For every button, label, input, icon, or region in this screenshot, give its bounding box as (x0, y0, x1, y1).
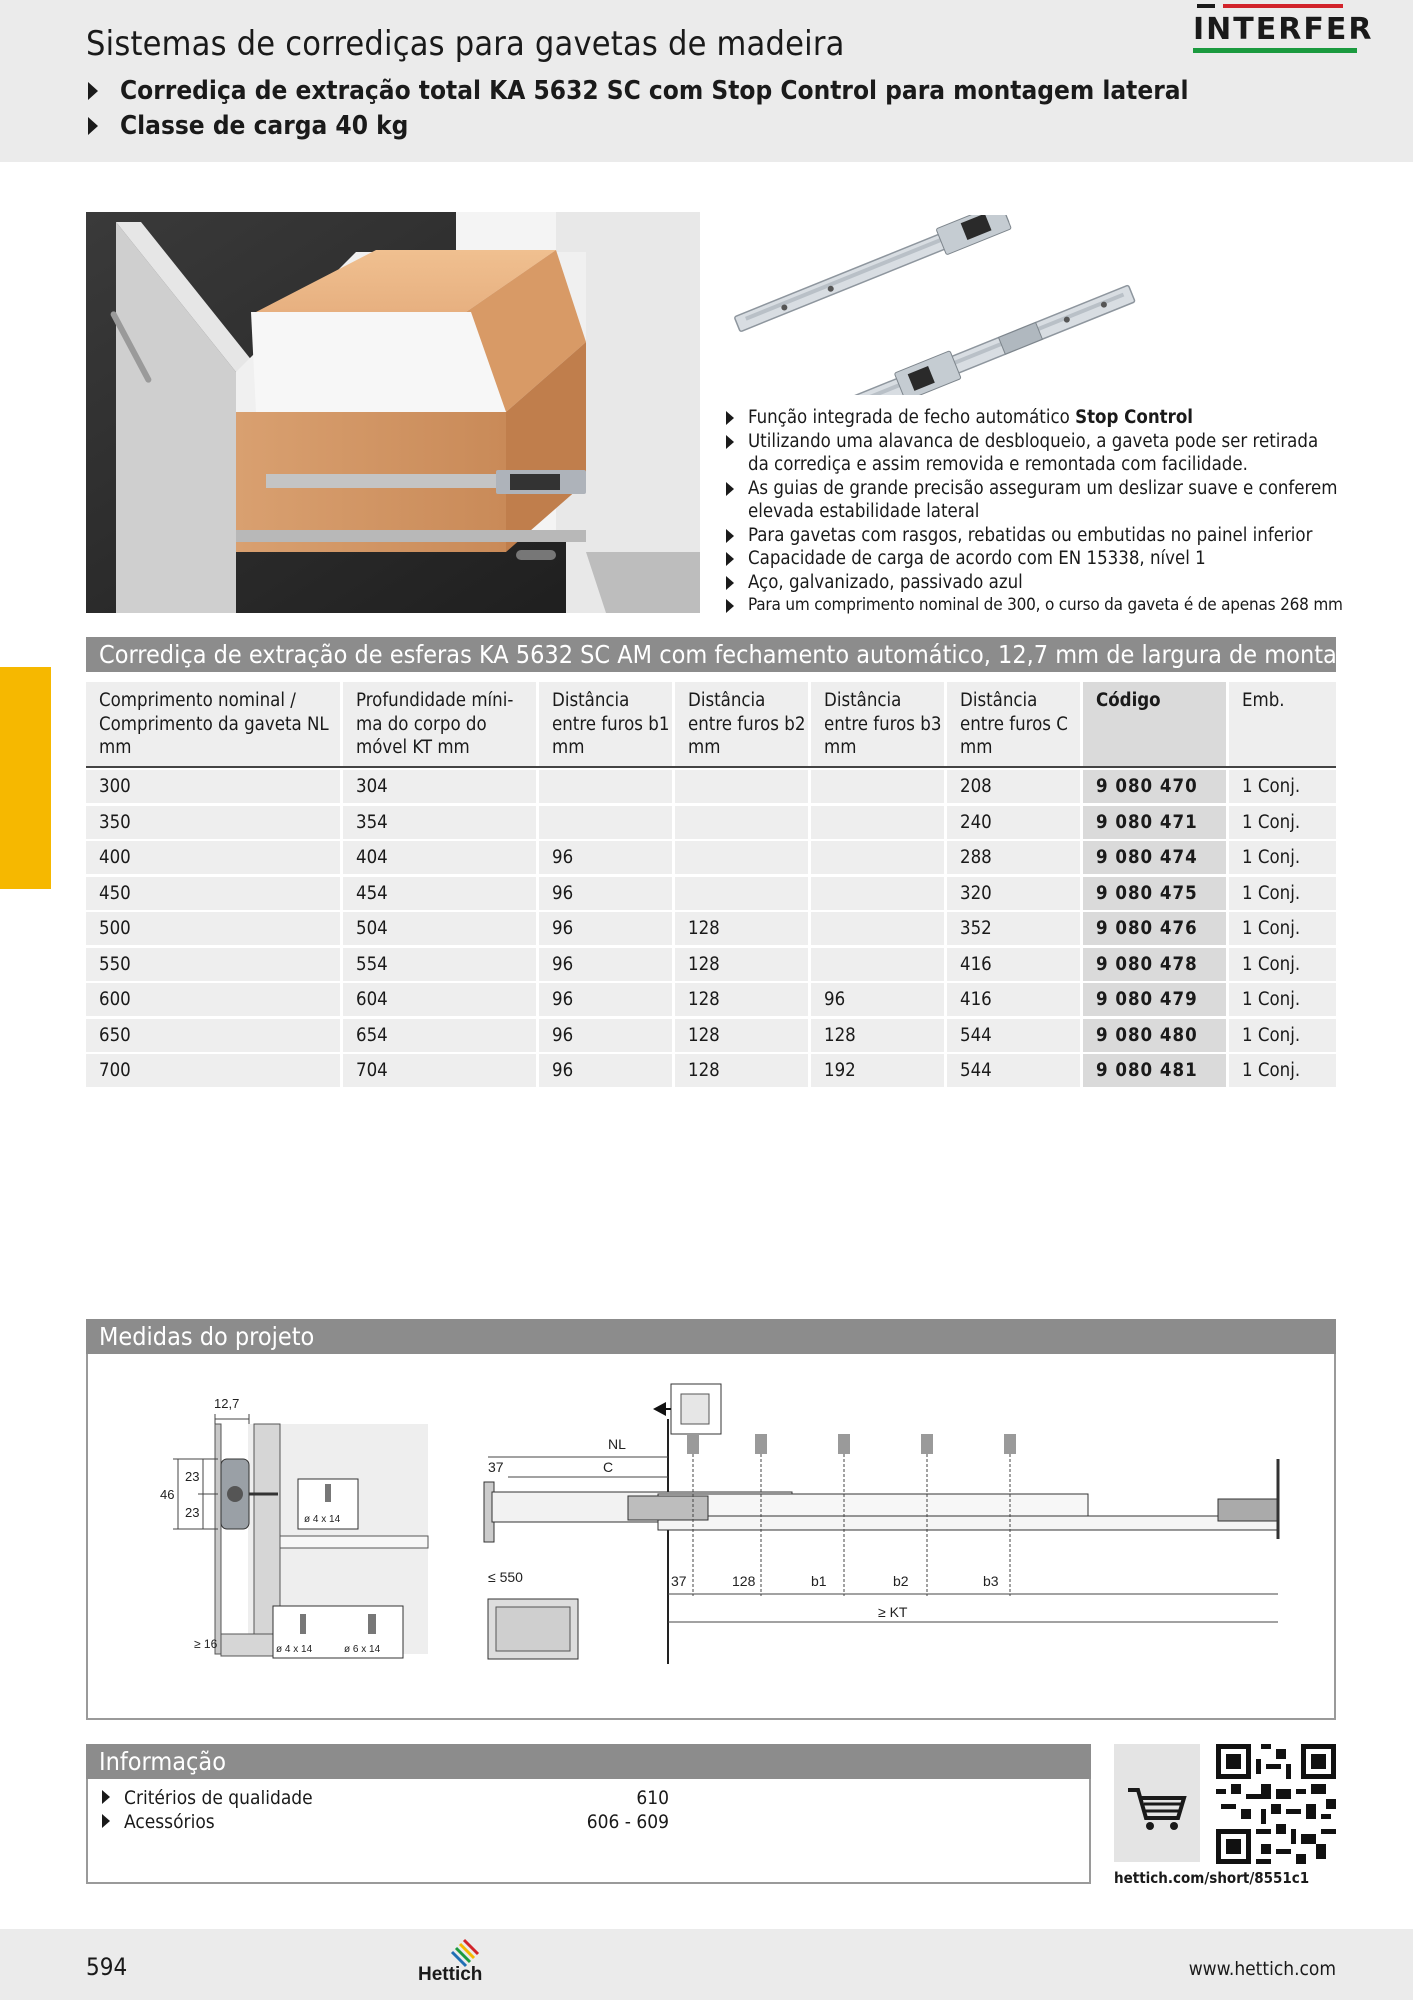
label-b1: b1 (811, 1573, 827, 1589)
cell-b2: 128 (675, 1019, 808, 1052)
label-nl: NL (608, 1436, 626, 1452)
label-128: 128 (732, 1573, 756, 1589)
info-item-accessories-page: 606 - 609 (586, 1811, 669, 1833)
cell-nl: 400 (86, 841, 340, 874)
arrow-right-icon (88, 117, 98, 135)
feature-list (723, 406, 1343, 618)
interfer-logo (1193, 4, 1374, 54)
project-title-bar: Medidas do projeto (86, 1319, 1336, 1354)
cell-pack: 1 Conj. (1229, 948, 1336, 981)
cell-b1 (539, 770, 672, 803)
table-body (86, 770, 1336, 1090)
cell-b1: 96 (539, 1054, 672, 1087)
info-item-accessories[interactable]: Acessórios (102, 1811, 215, 1833)
table-row (86, 877, 1336, 913)
cross-section-diagram (118, 1384, 438, 1684)
cell-nl: 300 (86, 770, 340, 803)
label-c: C (603, 1459, 614, 1475)
label-127: 12,7 (214, 1396, 240, 1411)
feature-item: Para um comprimento nominal de 300, o curso da gaveta é de apenas 268 mm (723, 594, 1343, 618)
shopping-cart-icon[interactable] (1114, 1744, 1200, 1862)
info-title-bar: Informação (86, 1744, 1091, 1779)
info-box (86, 1779, 1091, 1884)
cell-code: 9 080 470 (1083, 770, 1226, 803)
cell-code: 9 080 480 (1083, 1019, 1226, 1052)
cell-c: 416 (947, 948, 1080, 981)
hettich-logo (416, 1936, 506, 1984)
cell-pack: 1 Conj. (1229, 806, 1336, 839)
cell-nl: 550 (86, 948, 340, 981)
table-row (86, 806, 1336, 842)
cell-b3 (811, 877, 944, 910)
cell-b2 (675, 770, 808, 803)
col-header-code: Código (1083, 682, 1226, 766)
cell-code: 9 080 476 (1083, 912, 1226, 945)
cell-b2: 128 (675, 983, 808, 1016)
project-drawing (86, 1354, 1336, 1720)
cell-kt: 354 (343, 806, 536, 839)
cell-kt: 504 (343, 912, 536, 945)
label-46: 46 (160, 1487, 175, 1502)
cell-b3: 192 (811, 1054, 944, 1087)
cell-b1 (539, 806, 672, 839)
logo-green-bar (1193, 48, 1357, 53)
drawer-photo (86, 212, 700, 613)
subtitle-product (88, 76, 1189, 106)
cell-b3 (811, 912, 944, 945)
cell-b3 (811, 841, 944, 874)
table-row (86, 770, 1336, 806)
cell-pack: 1 Conj. (1229, 1019, 1336, 1052)
subtitle-load-class-text: Classe de carga 40 kg (120, 111, 409, 141)
page-number: 594 (86, 1953, 128, 1981)
cell-pack: 1 Conj. (1229, 1054, 1336, 1087)
info-item-quality-page: 610 (636, 1787, 669, 1809)
label-screw-2: ø 4 x 14 (276, 1644, 313, 1655)
side-elevation-diagram (478, 1364, 1318, 1684)
cell-b1: 96 (539, 912, 672, 945)
chapter-tab (0, 667, 51, 889)
cell-b3 (811, 770, 944, 803)
col-header-pack: Emb. (1229, 682, 1336, 766)
info-item-quality[interactable]: Critérios de qualidade (102, 1787, 313, 1809)
brand-text: Hettich (418, 1964, 483, 1984)
cell-nl: 500 (86, 912, 340, 945)
cell-code: 9 080 475 (1083, 877, 1226, 910)
cell-c: 288 (947, 841, 1080, 874)
cell-b2 (675, 806, 808, 839)
label-b2: b2 (893, 1573, 909, 1589)
label-le550: ≤ 550 (488, 1569, 523, 1585)
cell-b1: 96 (539, 841, 672, 874)
short-url-link[interactable]: hettich.com/short/8551c1 (1114, 1869, 1310, 1887)
website-link[interactable]: www.hettich.com (1188, 1958, 1336, 1980)
arrow-right-icon (102, 1790, 110, 1804)
col-header-nl: Comprimento nominal / Comprimento da gaveta NL mm (86, 682, 340, 766)
cell-b2: 128 (675, 912, 808, 945)
cell-c: 544 (947, 1019, 1080, 1052)
cell-kt: 554 (343, 948, 536, 981)
arrow-right-icon (102, 1814, 110, 1828)
col-header-b1: Distância entre furos b1 mm (539, 682, 672, 766)
cell-b3: 96 (811, 983, 944, 1016)
col-header-c: Distância entre furos C mm (947, 682, 1080, 766)
cell-kt: 304 (343, 770, 536, 803)
cell-nl: 700 (86, 1054, 340, 1087)
cell-pack: 1 Conj. (1229, 912, 1336, 945)
cell-code: 9 080 471 (1083, 806, 1226, 839)
cell-b1: 96 (539, 1019, 672, 1052)
cell-c: 320 (947, 877, 1080, 910)
cell-kt: 404 (343, 841, 536, 874)
logo-text: INTERFER (1193, 12, 1374, 47)
cell-c: 240 (947, 806, 1080, 839)
col-header-b3: Distância entre furos b3 mm (811, 682, 944, 766)
cell-code: 9 080 478 (1083, 948, 1226, 981)
label-screw-1: ø 4 x 14 (304, 1514, 341, 1525)
cell-c: 352 (947, 912, 1080, 945)
cell-b1: 96 (539, 948, 672, 981)
label-b3: b3 (983, 1573, 999, 1589)
feature-item: Para gavetas com rasgos, rebatidas ou embutidas no painel inferior (723, 524, 1343, 548)
table-row (86, 841, 1336, 877)
cell-b2: 128 (675, 948, 808, 981)
cell-nl: 600 (86, 983, 340, 1016)
label-screw-3: ø 6 x 14 (344, 1644, 381, 1655)
cell-pack: 1 Conj. (1229, 770, 1336, 803)
label-37-top: 37 (488, 1459, 504, 1475)
cell-kt: 704 (343, 1054, 536, 1087)
cell-code: 9 080 481 (1083, 1054, 1226, 1087)
cell-b2 (675, 877, 808, 910)
cell-nl: 450 (86, 877, 340, 910)
subtitle-load-class (88, 111, 408, 141)
qr-code[interactable] (1216, 1744, 1336, 1864)
table-row (86, 1019, 1336, 1055)
cell-pack: 1 Conj. (1229, 983, 1336, 1016)
col-header-b2: Distância entre furos b2 mm (675, 682, 808, 766)
subtitle-product-text: Corrediça de extração total KA 5632 SC com Stop Control para montagem lateral (120, 76, 1189, 106)
cell-c: 544 (947, 1054, 1080, 1087)
cell-b2: 128 (675, 1054, 808, 1087)
page-title: Sistemas de corrediças para gavetas de madeira (86, 24, 845, 64)
table-row (86, 948, 1336, 984)
cell-b3 (811, 948, 944, 981)
cell-kt: 454 (343, 877, 536, 910)
feature-item: Utilizando uma alavanca de desbloqueio, a gaveta pode ser retirada da corrediça e assim removida e remontada com facilidade. (723, 430, 1343, 477)
cell-c: 416 (947, 983, 1080, 1016)
feature-item: Capacidade de carga de acordo com EN 15338, nível 1 (723, 547, 1343, 571)
feature-item: Aço, galvanizado, passivado azul (723, 571, 1343, 595)
cell-b3 (811, 806, 944, 839)
label-37-bottom: 37 (671, 1573, 687, 1589)
label-23-top: 23 (185, 1469, 200, 1484)
label-ge16: ≥ 16 (194, 1637, 218, 1651)
slides-photo (720, 215, 1150, 395)
feature-item: Função integrada de fecho automático Stop Control (723, 406, 1343, 430)
cell-kt: 604 (343, 983, 536, 1016)
cell-b1: 96 (539, 877, 672, 910)
cell-b1: 96 (539, 983, 672, 1016)
table-row (86, 912, 1336, 948)
cell-kt: 654 (343, 1019, 536, 1052)
feature-item: As guias de grande precisão asseguram um deslizar suave e conferem elevada estabilidade lateral (723, 477, 1343, 524)
arrow-right-icon (88, 82, 98, 100)
col-header-kt: Profundidade míni- ma do corpo do móvel KT mm (343, 682, 536, 766)
cell-code: 9 080 474 (1083, 841, 1226, 874)
cell-b2 (675, 841, 808, 874)
product-table (86, 682, 1336, 1090)
cell-pack: 1 Conj. (1229, 841, 1336, 874)
label-kt: ≥ KT (878, 1604, 908, 1620)
cell-b3: 128 (811, 1019, 944, 1052)
cell-c: 208 (947, 770, 1080, 803)
label-23-bottom: 23 (185, 1505, 200, 1520)
cell-nl: 650 (86, 1019, 340, 1052)
cell-pack: 1 Conj. (1229, 877, 1336, 910)
table-header-row (86, 682, 1336, 766)
table-row (86, 1054, 1336, 1090)
cell-code: 9 080 479 (1083, 983, 1226, 1016)
page-header (0, 0, 1413, 162)
table-row (86, 983, 1336, 1019)
table-title-bar: Corrediça de extração de esferas KA 5632 SC AM com fechamento automático, 12,7 mm de largura de montagem (86, 637, 1336, 672)
cell-nl: 350 (86, 806, 340, 839)
